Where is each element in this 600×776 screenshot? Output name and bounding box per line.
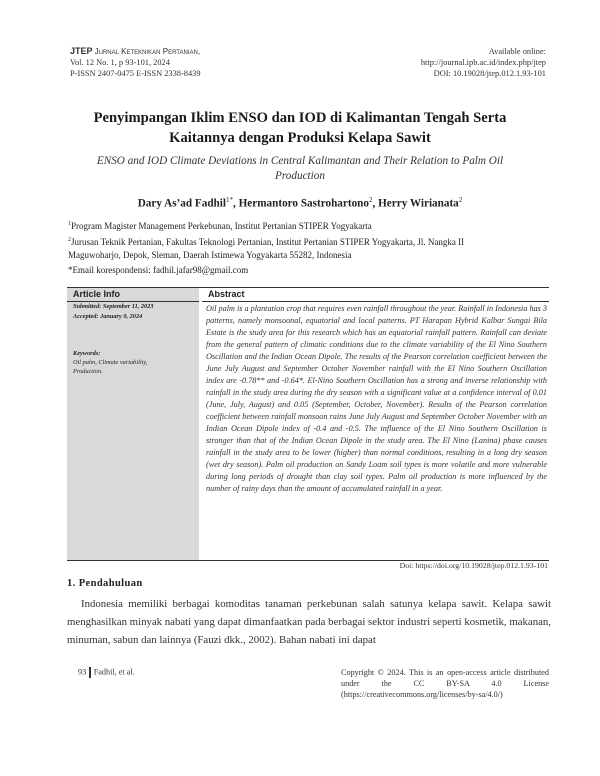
article-doi-link[interactable]: Doi: https://doi.org/10.19028/jtep.012.1.93-101 [399, 561, 548, 570]
keywords-label: Keywords: [73, 350, 101, 357]
body-paragraph: Indonesia memiliki berbagai komoditas tanaman perkebunan salah satunya kelapa sawit. Kelapa sawit menghasilkan minyak nabati yang dapat dimanfaatkan pada berbagai sektor industri seperti kosmetik, makanan, minuman, sabun dan lainnya (Fauzi dkk., 2002). Bahan nabati ini dapat [67, 598, 551, 646]
journal-url-link[interactable]: http://journal.ipb.ac.id/index.php/jtep [420, 58, 546, 67]
abstract-column [202, 288, 549, 560]
author-2-sup: 2 [369, 196, 373, 204]
available-label: Available online: [488, 47, 546, 56]
author-3: Herry Wirianata [378, 197, 459, 210]
paper-title [60, 108, 540, 148]
author-2: Hermantoro Sastrohartono [238, 197, 369, 210]
title-line-1: Penyimpangan Iklim ENSO dan IOD di Kalimantan Tengah Serta [93, 110, 507, 126]
availability-header [421, 46, 546, 79]
article-info-heading: Article Info [67, 288, 199, 302]
author-1-sup: 1* [225, 196, 233, 204]
aff2-line-2: Maguwoharjo, Depok, Sleman, Daerah Istimewa Yogyakarta 55282, Indonesia [68, 250, 352, 260]
header-doi: DOI: 10.19028/jtep.012.1.93-101 [433, 69, 546, 78]
footer-divider [89, 667, 91, 678]
affiliation-2 [68, 234, 548, 262]
copyright-notice: Copyright © 2024. This is an open-access article distributed under the CC BY-SA 4.0 License (https://creativecommons.org/licenses/by-sa/4.0/) [341, 668, 549, 699]
subtitle-line-2: Production [275, 170, 325, 182]
issn-line: P-ISSN 2407-0475 E-ISSN 2338-8439 [70, 69, 201, 78]
article-info-column [67, 288, 199, 560]
keywords-line-1: Oil palm, Climate variability, [73, 359, 148, 366]
abstract-text: Oil palm is a plantation crop that requires even rainfall throughout the year. Rainfall in Indonesia has 3 patterns, namely monsoonal, equatorial and local patterns. PT Harapan Hybrid Kalbar Sungai Bila Estate is the study area for this research which has an equatorial rainfall pattern. Rainfall can deviate from the general pattern of climatic conditions due to the climate variability of the El Nino Southern Oscillation and the Indian Ocean Dipole. The results of the Pearson correlation coefficient between the June July August and September October November rainfall with the El Nino Southern Oscillation index are -0.78** and -0.64*. El-Nino Southern Oscillation has a strong and inverse relationship with rainfall in the study area during the dry season with a significant value at a confidence interval of 0.01 (June, July, August) and 0.05 (September, October, November). Results of the Pearson correlation coefficient between rainfall monsoon rains June July August and September October November with an Indian Ocean Dipole index of -0.4 and -0.5. The influence of the El Nino Southern Oscillation is stronger than that of the Indian Ocean Dipole in the study area. The El Nino (Lanina) phase causes rainfall in the study area to be lower (higher) than normal conditions, resulting in a long dry season (wet dry season). Palm oil production on Sandy Loam soil types is more volatile and more vulnerable during long periods of drought than clay soil types. Palm oil production is more influenced by the number of rainy days than the amount of accumulated rainfall in a year. [206, 304, 547, 493]
aff1-sup: 1 [68, 221, 71, 227]
accepted-date: Accepted: January 9, 2024 [73, 313, 143, 320]
keywords-line-2: Production. [73, 368, 103, 375]
journal-abbrev: JTEP [70, 46, 93, 56]
corresponding-email[interactable]: *Email korespondensi: fadhil.jafar98@gmail.com [68, 265, 249, 275]
subtitle-line-1: ENSO and IOD Climate Deviations in Central Kalimantan and Their Relation to Palm Oil [96, 155, 504, 167]
footer-author: Fadhil, et al. [93, 667, 135, 677]
article-info-box [67, 287, 549, 561]
aff1-text: Program Magister Management Perkebunan, Institut Pertanian STIPER Yogyakarta [71, 221, 372, 231]
journal-header [70, 46, 201, 79]
abstract-heading: Abstract [202, 288, 549, 302]
author-list: Dary As’ad Fadhil$^{1*}$, Hermantoro Sastrohartono$^2$, Herry Wirianata$^2$ [137, 196, 463, 210]
aff2-line-1: Jurusan Teknik Pertanian, Fakultas Teknologi Pertanian, Institut Pertanian STIPER Yogyakarta, Jl. Nangka II [71, 237, 465, 247]
author-1: Dary As’ad Fadhil [137, 197, 226, 210]
page-number: 93 [78, 667, 87, 677]
title-line-2: Kaitannya dengan Produksi Kelapa Sawit [169, 130, 431, 146]
section-heading: 1. Pendahuluan [67, 578, 143, 589]
page-footer-left [78, 667, 135, 678]
volume-line: Vol. 12 No. 1, p 93-101, 2024 [70, 58, 170, 67]
aff2-sup: 2 [68, 237, 71, 243]
affiliation-1 [68, 218, 548, 233]
author-3-sup: 2 [458, 196, 463, 204]
paper-subtitle [75, 154, 525, 184]
submitted-date: Submitted: September 11, 2023 [73, 303, 154, 310]
journal-name: Jurnal Keteknikan Pertanian, [94, 47, 201, 56]
